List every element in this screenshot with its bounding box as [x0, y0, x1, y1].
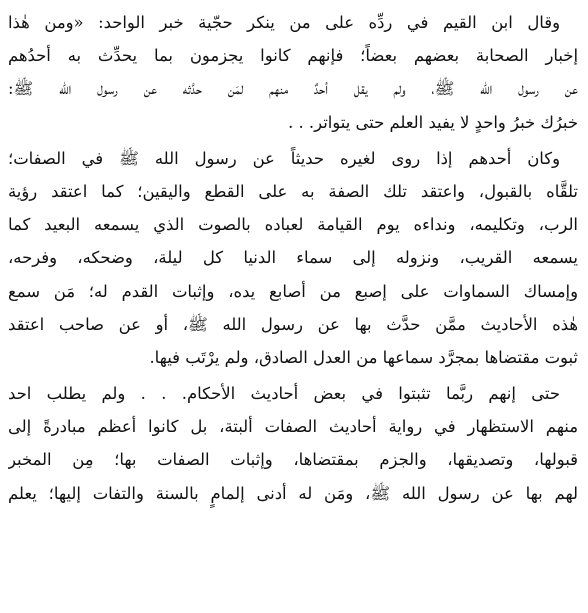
text-line: هٰذه الأحاديث ممَّن حدَّث بها عن رسول الله ﷺ، أو عن صاحب اعتقد [8, 314, 578, 334]
text-line: إخبار الصحابة بعضهم بعضاً؛ فإنهم كانوا يجزمون بما يحدِّث به أحدُهم [8, 46, 578, 66]
text-line: وكان أحدهم إذا روى لغيره حديثاً عن رسول الله ﷺ في الصفات؛ [8, 148, 560, 168]
paragraph-3 [8, 377, 578, 510]
text-line: وقال ابن القيم في ردِّه على من ينكر حجّية خبر الواحد: «ومن هٰذا [8, 13, 560, 32]
text-line: منهم الاستظهار في رواية أحاديث الصفات ألبتة، بل كانوا أعظم مبادرةً إلى [8, 417, 578, 437]
text-line: خبرُك خبرُ واحدٍ لا يفيد العلم حتى يتواتر. . . [288, 112, 578, 132]
paragraph-1 [8, 6, 578, 139]
text-line: عن رسول الله ﷺ، ولم يقل أحدٌ منهم لمَن حدَّثه عن رسول الله ﷺ: [8, 79, 578, 99]
text-line: الرب، وتكليمه، ونداءه يوم القيامة لعباده بالصوت الذي يسمعه البعيد كما [8, 215, 578, 235]
text-line: حتى إنهم ربَّما تثبتوا في بعض أحاديث الأحكام. . . ولم يطلب احد [8, 384, 560, 404]
text-line: وإمساك السماوات على إصبع من أصابع يده، وإثبات القدم له؛ مَن سمع [8, 281, 578, 301]
text-line: تلقَّاه بالقبول، واعتقد تلك الصفة به على القطع واليقين؛ كما اعتقد رؤية [8, 181, 578, 201]
text-line: قبولها، وتصديقها، والجزم بمقتضاها، وإثبات الصفات بها؛ مِن المخبر [8, 450, 578, 470]
text-line: لهم بها عن رسول الله ﷺ، ومَن له أدنى إلمامٍ بالسنة والتفات إليها؛ يعلم [8, 483, 578, 503]
text-line: ثبوت مقتضاها بمجرَّد سماعها من العدل الصادق، ولم يرْتَب فيها. [149, 347, 578, 367]
paragraph-2 [8, 142, 578, 374]
text-line: يسمعه القريب، ونزوله إلى سماء الدنيا كل ليلة، وضحكه، وفرحه، [8, 248, 578, 268]
